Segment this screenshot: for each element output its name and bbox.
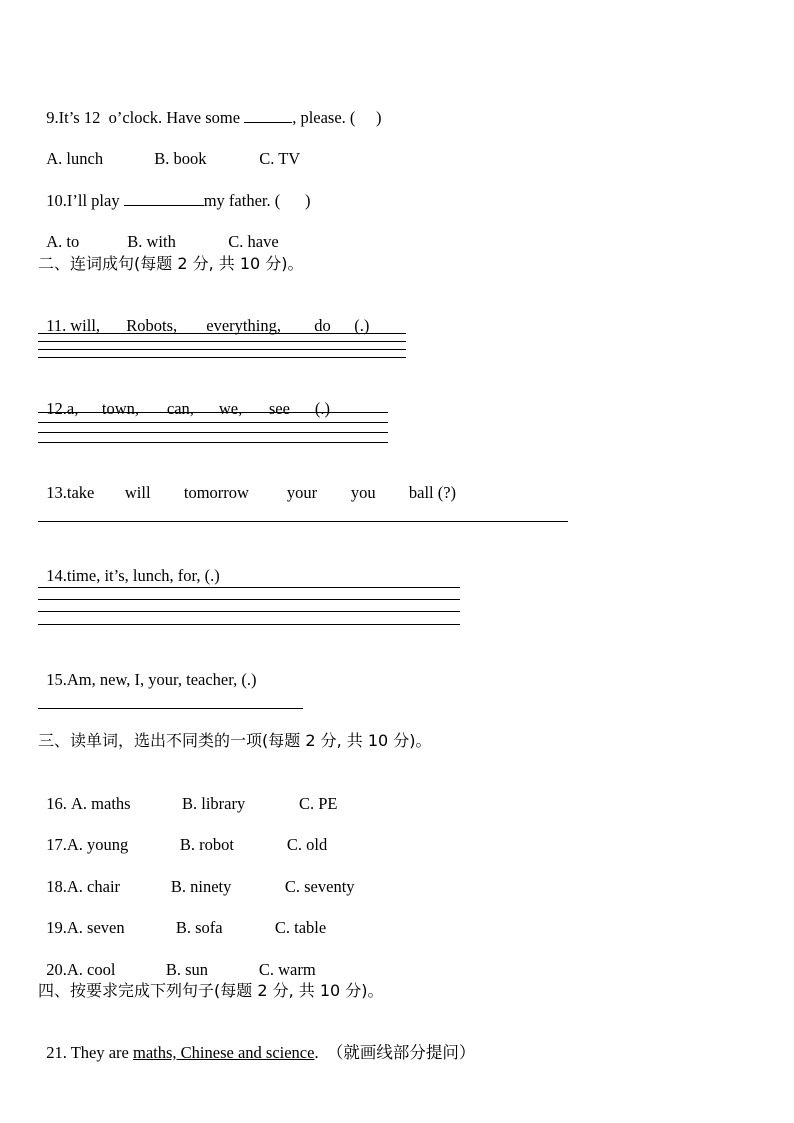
question-number: 21. xyxy=(46,1043,71,1062)
word: a, xyxy=(66,399,79,418)
section-2-title: 二、连词成句(每题 2 分, 共 10 分)。 xyxy=(38,254,304,273)
option-a[interactable]: A. maths xyxy=(71,794,131,813)
option-c[interactable]: C. PE xyxy=(299,794,338,813)
question-text-end: my father. ( ) xyxy=(203,191,311,210)
word: do xyxy=(314,316,331,335)
word: you xyxy=(350,483,376,502)
question-number: 19. xyxy=(46,918,67,937)
question-17 xyxy=(38,815,327,855)
question-18 xyxy=(38,857,355,897)
question-16 xyxy=(38,774,338,814)
word: tomorrow xyxy=(183,483,249,502)
option-c[interactable]: C. have xyxy=(228,232,279,251)
question-number: 18. xyxy=(46,877,67,896)
question-text-end: , please. ( ) xyxy=(292,108,382,127)
word: can, xyxy=(166,399,194,418)
answer-line[interactable] xyxy=(38,611,460,612)
answer-line[interactable] xyxy=(38,521,568,522)
question-20 xyxy=(38,940,316,980)
question-19 xyxy=(38,898,326,938)
question-number: 11. xyxy=(46,316,67,335)
question-number: 15. xyxy=(46,670,67,689)
question-number: 20. xyxy=(46,960,67,979)
question-text: I’ll play xyxy=(66,191,124,210)
question-11 xyxy=(38,296,369,336)
option-c[interactable]: C. TV xyxy=(259,149,301,168)
answer-line[interactable] xyxy=(38,341,406,342)
word: will, xyxy=(70,316,101,335)
word: will xyxy=(124,483,151,502)
question-21 xyxy=(38,1023,475,1063)
word: ball (?) xyxy=(408,483,457,502)
question-14 xyxy=(38,546,220,586)
answer-line[interactable] xyxy=(38,333,406,334)
underlined-phrase: maths, Chinese and science xyxy=(133,1043,315,1062)
option-a[interactable]: A. seven xyxy=(66,918,125,937)
option-c[interactable]: C. seventy xyxy=(284,877,355,896)
answer-line[interactable] xyxy=(38,599,460,600)
question-10-options xyxy=(38,212,279,252)
word: see xyxy=(268,399,290,418)
question-text: Am, new, I, your, teacher, (.) xyxy=(66,670,257,689)
question-text: They are xyxy=(70,1043,133,1062)
question-10 xyxy=(38,171,310,211)
section-3-title: 三、读单词，选出不同类的一项(每题 2 分, 共 10 分)。 xyxy=(38,731,432,750)
word: town, xyxy=(101,399,139,418)
option-a[interactable]: A. cool xyxy=(66,960,116,979)
question-number: 14. xyxy=(46,566,67,585)
option-c[interactable]: C. table xyxy=(274,918,327,937)
question-number: 13. xyxy=(46,483,67,502)
answer-line[interactable] xyxy=(38,422,388,423)
option-b[interactable]: B. sun xyxy=(165,960,209,979)
word: take xyxy=(66,483,95,502)
question-number: 10. xyxy=(46,191,67,210)
question-number: 16. xyxy=(46,794,71,813)
question-9 xyxy=(38,88,382,128)
question-13 xyxy=(38,463,456,503)
answer-blank[interactable] xyxy=(244,108,292,123)
answer-line[interactable] xyxy=(38,349,406,350)
option-b[interactable]: B. library xyxy=(182,794,246,813)
question-text: It’s 12 o’clock. Have some xyxy=(58,108,245,127)
question-12 xyxy=(38,379,330,419)
word: everything, xyxy=(206,316,281,335)
question-number: 17. xyxy=(46,835,67,854)
option-c[interactable]: C. old xyxy=(286,835,328,854)
section-4-title: 四、按要求完成下列句子(每题 2 分, 共 10 分)。 xyxy=(38,981,384,1000)
answer-line[interactable] xyxy=(38,442,388,443)
option-b[interactable]: B. book xyxy=(154,149,207,168)
option-a[interactable]: A. chair xyxy=(66,877,121,896)
question-instruction: . （就画线部分提问） xyxy=(314,1043,476,1062)
question-9-options xyxy=(38,129,300,169)
word: we, xyxy=(218,399,243,418)
option-b[interactable]: B. with xyxy=(127,232,176,251)
option-b[interactable]: B. sofa xyxy=(175,918,223,937)
question-text: time, it’s, lunch, for, (.) xyxy=(66,566,220,585)
answer-line[interactable] xyxy=(38,624,460,625)
answer-line[interactable] xyxy=(38,412,388,413)
answer-line[interactable] xyxy=(38,587,460,588)
option-a[interactable]: A. lunch xyxy=(46,149,104,168)
question-15 xyxy=(38,650,256,690)
option-a[interactable]: A. to xyxy=(46,232,80,251)
answer-line[interactable] xyxy=(38,708,303,709)
question-number: 12. xyxy=(46,399,67,418)
answer-line[interactable] xyxy=(38,432,388,433)
question-number: 9. xyxy=(46,108,59,127)
option-b[interactable]: B. robot xyxy=(179,835,234,854)
answer-blank[interactable] xyxy=(124,191,204,206)
word: (.) xyxy=(314,399,330,418)
word: (.) xyxy=(354,316,370,335)
word: Robots, xyxy=(126,316,178,335)
option-a[interactable]: A. young xyxy=(66,835,129,854)
option-c[interactable]: C. warm xyxy=(258,960,316,979)
answer-line[interactable] xyxy=(38,357,406,358)
option-b[interactable]: B. ninety xyxy=(170,877,232,896)
word: your xyxy=(286,483,318,502)
